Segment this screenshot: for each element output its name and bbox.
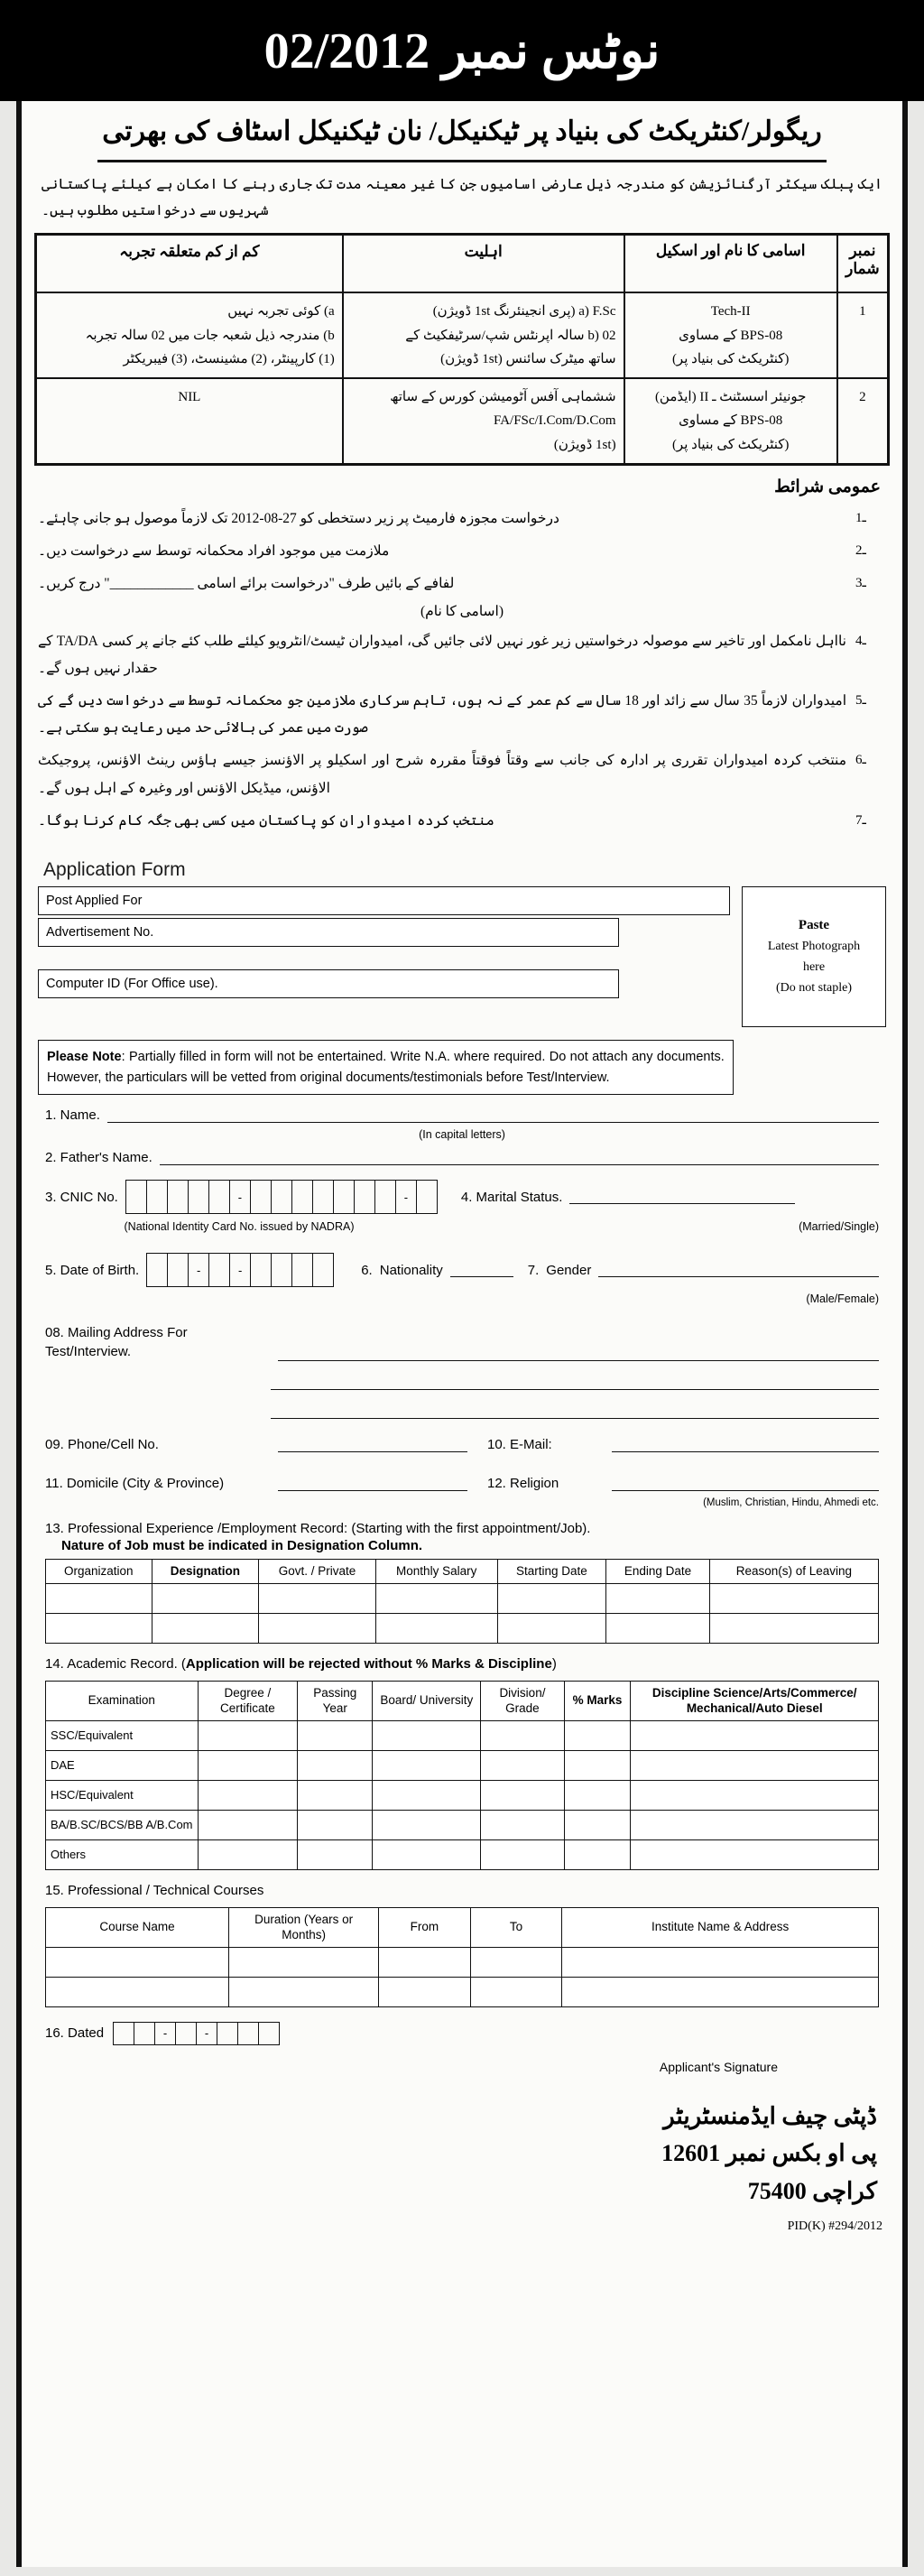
condition-4-text: نااہل نامکمل اور تاخیر سے موصولہ درخواستیں زیر غور نہیں لائی جائیں گی، امیدواران ٹیسٹ/انٹرویو کیلئے طلب کئے جانے پر کسی TA/DA کے حقدار نہیں ہوں گے۔ (38, 633, 846, 676)
religion-input[interactable] (612, 1477, 879, 1491)
row1-elig-line1: a) F.Sc (پری انجینئرنگ 1st ڈویژن) (432, 304, 616, 320)
exp-cell[interactable] (375, 1583, 497, 1613)
condition-7-num: 7ـ (855, 812, 866, 828)
application-form (34, 838, 890, 2074)
dob-row (45, 1253, 879, 1287)
ac-cell[interactable] (198, 1780, 298, 1810)
exp-cell[interactable] (709, 1583, 878, 1613)
dated-cell[interactable] (113, 2022, 134, 2045)
academic-heading-close: ) (551, 1655, 557, 1672)
name-label: 1. Name. (45, 1107, 100, 1123)
ac-cell[interactable] (564, 1810, 631, 1839)
notice-title: نوٹس نمبر 02/2012 (263, 23, 661, 79)
table-row[interactable] (46, 1750, 879, 1780)
notice-title-banner (0, 0, 924, 101)
cr-cell[interactable] (379, 1947, 471, 1977)
gender-input[interactable] (598, 1263, 879, 1277)
please-note-text: : Partially filled in form will not be entertained. Write N.A. where required. Do not attach any documents. However, the particulars will be vetted from original documents/testimonials before Test/Interview. (47, 1050, 725, 1085)
please-note-label: Please Note (47, 1050, 122, 1065)
cnic-input[interactable] (125, 1180, 438, 1214)
cnic-cell[interactable] (146, 1180, 167, 1214)
academic-table (45, 1681, 879, 1870)
application-form-title: Application Form (43, 859, 186, 881)
row2-post-line3: (کنٹریکٹ کی بنیاد پر) (671, 437, 790, 452)
condition-1-num: 1ـ (855, 510, 866, 525)
dated-label: 16. Dated (45, 2025, 105, 2042)
ac-col-board-university: Board/ University (373, 1681, 481, 1720)
condition-7-text: منتخب کردہ امیدواران کو پاکستان میں کسی بھی جگہ کام کرنا ہوگا۔ (38, 812, 494, 829)
cr-cell[interactable] (229, 1977, 379, 2006)
photo-line2: Latest Photograph (767, 940, 861, 954)
dated-separator: - (154, 2022, 175, 2045)
ac-cell[interactable] (198, 1839, 298, 1869)
exp-cell[interactable] (606, 1613, 710, 1643)
exp-col-reason-leaving: Reason(s) of Leaving (709, 1560, 878, 1584)
row2-experience (36, 378, 343, 464)
ac-cell[interactable] (373, 1720, 481, 1750)
cnic-cell[interactable] (250, 1180, 271, 1214)
row2-post (624, 378, 837, 464)
row1-post-line1: Tech-II (710, 304, 751, 320)
notice-sheet (16, 101, 908, 2567)
cnic-separator: - (395, 1180, 416, 1214)
ac-cell[interactable] (481, 1750, 564, 1780)
row2-post-line2: BPS-08 کے مساوی (679, 413, 783, 429)
academic-header-row (46, 1681, 879, 1720)
phone-input[interactable] (278, 1438, 467, 1452)
general-conditions-list (34, 503, 890, 601)
exp-cell[interactable] (375, 1613, 497, 1643)
ac-cell[interactable] (198, 1720, 298, 1750)
dated-cell[interactable] (258, 2022, 280, 2045)
table-row[interactable] (46, 1583, 879, 1613)
exp-cell[interactable] (152, 1583, 259, 1613)
condition-2-num: 2ـ (855, 543, 866, 559)
ac-cell[interactable] (298, 1810, 373, 1839)
cr-cell[interactable] (379, 1977, 471, 2006)
dated-row (38, 2007, 886, 2045)
row1-exp-line2: b) مندرجہ ذیل شعبہ جات میں 02 سالہ تجربہ (85, 328, 335, 343)
cr-cell[interactable] (46, 1947, 229, 1977)
row2-elig-line2: FA/FSc/I.Com/D.Com (493, 413, 616, 429)
cnic-cell[interactable] (271, 1180, 291, 1214)
marital-status-label: 4. Marital Status. (460, 1189, 563, 1205)
domicile-input[interactable] (278, 1477, 467, 1491)
condition-6-num: 6ـ (855, 753, 866, 768)
table-row[interactable] (46, 1613, 879, 1643)
exp-cell[interactable] (46, 1583, 152, 1613)
ac-cell[interactable] (631, 1780, 879, 1810)
dated-cell[interactable] (134, 2022, 154, 2045)
footer-line3: کراچی 75400 (747, 2177, 877, 2204)
cnic-cell[interactable] (167, 1180, 188, 1214)
mailing-address-label (45, 1323, 278, 1361)
dob-cell[interactable] (167, 1253, 188, 1287)
ac-cell[interactable] (298, 1720, 373, 1750)
mailing-address-line1: 08. Mailing Address For (45, 1325, 188, 1340)
condition-5-num: 5ـ (855, 692, 866, 708)
list-item (38, 503, 886, 535)
exp-cell[interactable] (497, 1613, 606, 1643)
mailing-address-input-1[interactable] (278, 1347, 879, 1361)
ac-cell[interactable] (373, 1750, 481, 1780)
cr-cell[interactable] (562, 1977, 879, 2006)
courses-table (45, 1907, 879, 2007)
ac-row-label: SSC/Equivalent (46, 1720, 199, 1750)
cnic-hint: (National Identity Card No. issued by NADRA) (124, 1220, 355, 1233)
marital-hint: (Married/Single) (799, 1220, 879, 1233)
cnic-separator: - (229, 1180, 250, 1214)
mailing-address-line2: Test/Interview. (45, 1344, 132, 1359)
footer-line2: پی او بکس نمبر 12601 (661, 2140, 877, 2167)
exp-col-designation: Designation (152, 1560, 259, 1584)
cr-cell[interactable] (470, 1977, 562, 2006)
dob-separator: - (229, 1253, 250, 1287)
row2-eligibility (343, 378, 624, 464)
mailing-address-row-2 (45, 1376, 879, 1390)
ac-cell[interactable] (298, 1780, 373, 1810)
ac-cell[interactable] (373, 1839, 481, 1869)
applicant-signature-label: Applicant's Signature (659, 2059, 778, 2074)
exp-cell[interactable] (152, 1613, 259, 1643)
cnic-cell[interactable] (208, 1180, 229, 1214)
experience-subheading: Nature of Job must be indicated in Designation Column. (61, 1538, 423, 1553)
row1-experience (36, 292, 343, 378)
ac-row-label: DAE (46, 1750, 199, 1780)
cr-col-from: From (379, 1907, 471, 1947)
email-input[interactable] (612, 1438, 879, 1452)
dob-cell[interactable] (312, 1253, 334, 1287)
email-label: 10. E-Mail: (487, 1437, 552, 1452)
cr-col-course-name: Course Name (46, 1907, 229, 1947)
dob-cell[interactable] (146, 1253, 167, 1287)
row1-exp-line3: (1) کارپینٹر، (2) مشینسٹ، (3) فیبریکٹر (123, 351, 335, 366)
cr-cell[interactable] (229, 1947, 379, 1977)
table-row[interactable] (46, 1839, 879, 1869)
dob-separator: - (188, 1253, 208, 1287)
ac-cell[interactable] (564, 1720, 631, 1750)
please-note-box (38, 1040, 734, 1095)
jobs-table (34, 233, 890, 466)
dated-input[interactable] (113, 2022, 280, 2045)
marital-status-input[interactable] (569, 1190, 795, 1204)
computer-id-input[interactable]: Computer ID (For Office use). (38, 969, 619, 998)
condition-5-text: امیدواران لازماً 35 سال سے زائد اور 18 سال سے کم عمر کے نہ ہوں، تاہم سرکاری ملازمین جو محکمانہ توسط سے درخواست دیں گے کی صورت میں عمر کی بالائی حد میں رعایت ہو سکتی ہے۔ (38, 692, 846, 737)
father-name-input[interactable] (160, 1151, 879, 1165)
dated-cell[interactable] (175, 2022, 196, 2045)
photo-line4: (Do not staple) (776, 981, 852, 996)
mailing-address-row-3 (45, 1404, 879, 1419)
courses-heading: 15. Professional / Technical Courses (45, 1882, 264, 1898)
nationality-input[interactable] (450, 1263, 513, 1277)
name-row (45, 1107, 879, 1123)
cnic-cell[interactable] (374, 1180, 395, 1214)
dob-cell[interactable] (291, 1253, 312, 1287)
ac-cell[interactable] (564, 1839, 631, 1869)
ac-cell[interactable] (481, 1720, 564, 1750)
dob-cell[interactable] (208, 1253, 229, 1287)
experience-heading: 13. Professional Experience /Employment Record: (Starting with the first appointment/Job). (45, 1521, 591, 1536)
ac-row-label: HSC/Equivalent (46, 1780, 199, 1810)
dob-cell[interactable] (271, 1253, 291, 1287)
dated-cell[interactable] (237, 2022, 258, 2045)
col-experience: کم از کم متعلقہ تجربہ (36, 235, 343, 293)
table-row[interactable] (46, 1720, 879, 1750)
cr-cell[interactable] (470, 1947, 562, 1977)
condition-1-text: درخواست مجوزہ فارمیٹ پر زیر دستخطی کو 27-08-2012 تک لازماً موصول ہو جانی چاہئے۔ (38, 510, 559, 526)
cnic-row (45, 1180, 879, 1214)
col-eligibility: اہلیت (343, 235, 624, 293)
ac-cell[interactable] (373, 1810, 481, 1839)
condition-4-num: 4ـ (855, 633, 866, 648)
exp-cell[interactable] (497, 1583, 606, 1613)
condition-2-text: ملازمت میں موجود افراد محکمانہ توسط سے درخواست دیں۔ (38, 543, 390, 560)
academic-heading-bold: Application will be rejected without % Marks & Discipline (185, 1655, 552, 1672)
domicile-religion-row (45, 1476, 879, 1491)
ac-cell[interactable] (481, 1839, 564, 1869)
ac-cell[interactable] (198, 1810, 298, 1839)
ac-cell[interactable] (373, 1780, 481, 1810)
table-row[interactable] (46, 1947, 879, 1977)
domicile-label: 11. Domicile (City & Province) (45, 1476, 225, 1491)
ac-cell[interactable] (564, 1750, 631, 1780)
cr-col-institute: Institute Name & Address (562, 1907, 879, 1947)
gender-num: 7. (527, 1262, 540, 1278)
photo-line1: Paste (798, 918, 830, 933)
exp-col-ending-date: Ending Date (606, 1560, 710, 1584)
intro-paragraph: ایک پبلک سیکٹر آرگنائزیشن کو مندرجہ ذیل عارضی اسامیوں جن کا غیر معینہ مدت تک جاری رہنے کا امکان ہے کیلئے پاکستانی شہریوں سے درخواستیں مطلوب ہیں۔ (42, 176, 883, 218)
exp-cell[interactable] (606, 1583, 710, 1613)
ac-col-percent-marks: % Marks (564, 1681, 631, 1720)
ac-col-discipline: Discipline Science/Arts/Commerce/ Mechanical/Auto Diesel (631, 1681, 879, 1720)
father-name-label: 2. Father's Name. (45, 1150, 152, 1165)
post-applied-for-input[interactable]: Post Applied For (38, 886, 730, 915)
ac-cell[interactable] (631, 1839, 879, 1869)
condition-3-subnote: (اسامی کا نام) (420, 603, 504, 619)
list-item (38, 745, 886, 804)
mailing-address-row (45, 1323, 879, 1361)
pid-number: PID(K) #294/2012 (787, 2219, 882, 2233)
academic-heading-plain: 14. Academic Record. ( (45, 1655, 186, 1672)
table-row[interactable] (46, 1780, 879, 1810)
row1-elig-line3: ساتھ میٹرک سائنس (1st ڈویژن) (440, 351, 616, 366)
ac-col-examination: Examination (46, 1681, 199, 1720)
photo-paste-box (742, 886, 886, 1027)
row2-post-line1: جونیئر اسسٹنٹ ـ II (ایڈمن) (654, 390, 807, 405)
exp-col-govt-private: Govt. / Private (259, 1560, 376, 1584)
table-row (36, 378, 889, 464)
personal-details (38, 1095, 886, 1508)
list-item (38, 625, 886, 685)
cr-col-duration: Duration (Years or Months) (229, 1907, 379, 1947)
cnic-cell[interactable] (125, 1180, 146, 1214)
father-name-row (45, 1150, 879, 1165)
list-item (38, 568, 886, 600)
row1-eligibility (343, 292, 624, 378)
row1-serial: 1 (837, 292, 889, 378)
cr-cell[interactable] (46, 1977, 229, 2006)
title-divider (97, 160, 827, 162)
dated-cell[interactable] (217, 2022, 237, 2045)
ac-cell[interactable] (298, 1750, 373, 1780)
general-conditions-list-cont (34, 625, 890, 839)
cnic-cell[interactable] (354, 1180, 374, 1214)
exp-cell[interactable] (259, 1583, 376, 1613)
list-item (38, 685, 886, 745)
courses-header-row (46, 1907, 879, 1947)
ac-cell[interactable] (298, 1839, 373, 1869)
ac-cell[interactable] (198, 1750, 298, 1780)
row1-elig-line2: b) 02 سالہ اپرنٹس شپ/سرٹیفکیٹ کے (405, 328, 616, 343)
dob-label: 5. Date of Birth. (45, 1262, 140, 1278)
ac-cell[interactable] (481, 1780, 564, 1810)
col-serial: نمبر شمار (837, 235, 889, 293)
ac-cell[interactable] (631, 1720, 879, 1750)
condition-3-num: 3ـ (855, 576, 866, 591)
cr-col-to: To (470, 1907, 562, 1947)
phone-email-row (45, 1437, 879, 1452)
row1-post-line3: (کنٹریکٹ کی بنیاد پر) (671, 351, 790, 366)
row2-elig-line1: ششماہی آفس آٹومیشن کورس کے ساتھ (390, 390, 616, 405)
jobs-table-header-row (36, 235, 889, 293)
advertisement-no-input[interactable]: Advertisement No. (38, 918, 619, 947)
gender-hint: (Male/Female) (806, 1293, 879, 1305)
row2-serial: 2 (837, 378, 889, 464)
list-item (38, 805, 886, 838)
ac-col-division-grade: Division/ Grade (481, 1681, 564, 1720)
footer-line1: ڈپٹی چیف ایڈمنسٹریٹر (663, 2102, 877, 2129)
exp-cell[interactable] (46, 1613, 152, 1643)
table-row[interactable] (46, 1810, 879, 1839)
condition-6-text: منتخب کردہ امیدواران تقرری پر ادارہ کی جانب سے وقتاً فوقتاً مقررہ شرح اور اسکیلو پر الاؤنسز جیسے ہاؤس رینٹ الاؤنس، پروجیکٹ الاؤنس، میڈیکل الاؤنس اور وغیرہ کے اہل ہوں گے۔ (38, 753, 846, 796)
cnic-cell[interactable] (312, 1180, 333, 1214)
ac-cell[interactable] (564, 1780, 631, 1810)
mailing-address-input-3[interactable] (271, 1404, 879, 1419)
row1-post-line2: BPS-08 کے مساوی (679, 328, 783, 343)
dated-separator: - (196, 2022, 217, 2045)
cnic-cell[interactable] (188, 1180, 208, 1214)
row1-exp-line1: a) کوئی تجربہ نہیں (227, 304, 335, 320)
experience-table (45, 1559, 879, 1644)
row2-exp-line1: NIL (178, 390, 201, 405)
phone-label: 09. Phone/Cell No. (45, 1437, 159, 1452)
photo-line3: here (802, 960, 826, 975)
cr-cell[interactable] (562, 1947, 879, 1977)
notice-subtitle: ریگولر/کنٹریکٹ کی بنیاد پر ٹیکنیکل/ نان ٹیکنیکل اسٹاف کی بھرتی (102, 116, 822, 146)
ac-cell[interactable] (631, 1810, 879, 1839)
academic-heading (38, 1644, 886, 1673)
col-post-scale: اسامی کا نام اور اسکیل (624, 235, 837, 293)
mailing-address-input-2[interactable] (271, 1376, 879, 1390)
table-row (36, 292, 889, 378)
name-input[interactable] (107, 1108, 879, 1123)
ac-cell[interactable] (481, 1810, 564, 1839)
nationality-num: 6. (361, 1262, 373, 1278)
cnic-cell[interactable] (416, 1180, 438, 1214)
table-row[interactable] (46, 1977, 879, 2006)
dob-cell[interactable] (250, 1253, 271, 1287)
ac-col-passing-year: Passing Year (298, 1681, 373, 1720)
row2-elig-line3: (1st ڈویژن) (553, 437, 616, 452)
religion-hint: (Muslim, Christian, Hindu, Ahmedi etc. (703, 1497, 879, 1508)
exp-cell[interactable] (709, 1613, 878, 1643)
gender-label: Gender (546, 1262, 592, 1278)
nationality-label: Nationality (379, 1262, 443, 1278)
exp-col-starting-date: Starting Date (497, 1560, 606, 1584)
dob-input[interactable] (146, 1253, 334, 1287)
ac-col-degree: Degree / Certificate (198, 1681, 298, 1720)
footer-address (34, 2074, 890, 2214)
exp-cell[interactable] (259, 1613, 376, 1643)
cnic-cell[interactable] (291, 1180, 312, 1214)
ac-cell[interactable] (631, 1750, 879, 1780)
ac-row-label: BA/B.SC/BCS/BB A/B.Com (46, 1810, 199, 1839)
ac-row-label: Others (46, 1839, 199, 1869)
condition-3-text: لفافے کے بائیں طرف "درخواست برائے اسامی ____________" درج کریں۔ (38, 576, 455, 592)
name-hint: (In capital letters) (419, 1128, 505, 1141)
general-conditions-title: عمومی شرائط (774, 477, 881, 496)
religion-label: 12. Religion (487, 1476, 559, 1491)
cnic-label: 3. CNIC No. (45, 1189, 118, 1205)
exp-col-organization: Organization (46, 1560, 152, 1584)
cnic-cell[interactable] (333, 1180, 354, 1214)
experience-header-row (46, 1560, 879, 1584)
list-item (38, 535, 886, 568)
row1-post (624, 292, 837, 378)
exp-col-monthly-salary: Monthly Salary (375, 1560, 497, 1584)
